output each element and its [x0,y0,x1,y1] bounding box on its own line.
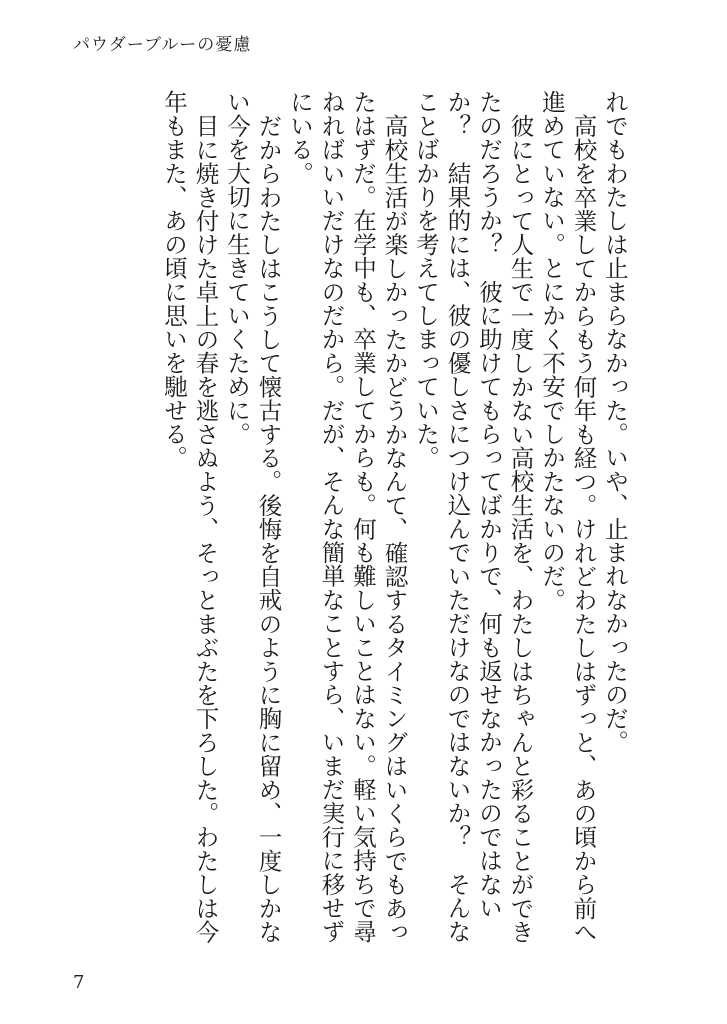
page-number: 7 [73,972,85,993]
paragraph: れでもわたしは止まらなかった。いや、止まれなかったのだ。 [601,90,629,754]
paragraph: 彼にとって人生で一度しかない高校生活を、わたしはちゃんと彩ることができたのだろうか？ 彼に助けてもらってばかりで、何も返せなかったのではないか？ 結果的には、彼の優しさにつけ込んでいただけなのではないか？ そんなことばかりを考えてしまっていた。 [412,90,535,944]
running-header-title: パウダーブルーの憂慮 [73,35,252,55]
paragraph: だからわたしはこうして懐古する。後悔を自戒のように胸に留め、一度しかない今を大切に生きていくために。 [223,90,283,943]
body-text [150,90,630,950]
paragraph: 高校を卒業してからもう何年も経つ。けれどわたしはずっと、あの頃から前へ進めていない。とにかく不安でしかたないのだ。 [538,90,598,943]
paragraph: 高校生活が楽しかったかどうかなんて、確認するタイミングはいくらでもあったはずだ。在学中も、卒業してからも。何も難しいことはない。軽い気持ちで尋ねればいいだけなのだから。だが、そんな簡単なことすら、いまだ実行に移せずにいる。 [286,90,409,944]
paragraph: 目に焼き付けた卓上の春を逃さぬよう、そっとまぶたを下ろした。わたしは今年もまた、あの頃に思いを馳せる。 [160,90,220,943]
